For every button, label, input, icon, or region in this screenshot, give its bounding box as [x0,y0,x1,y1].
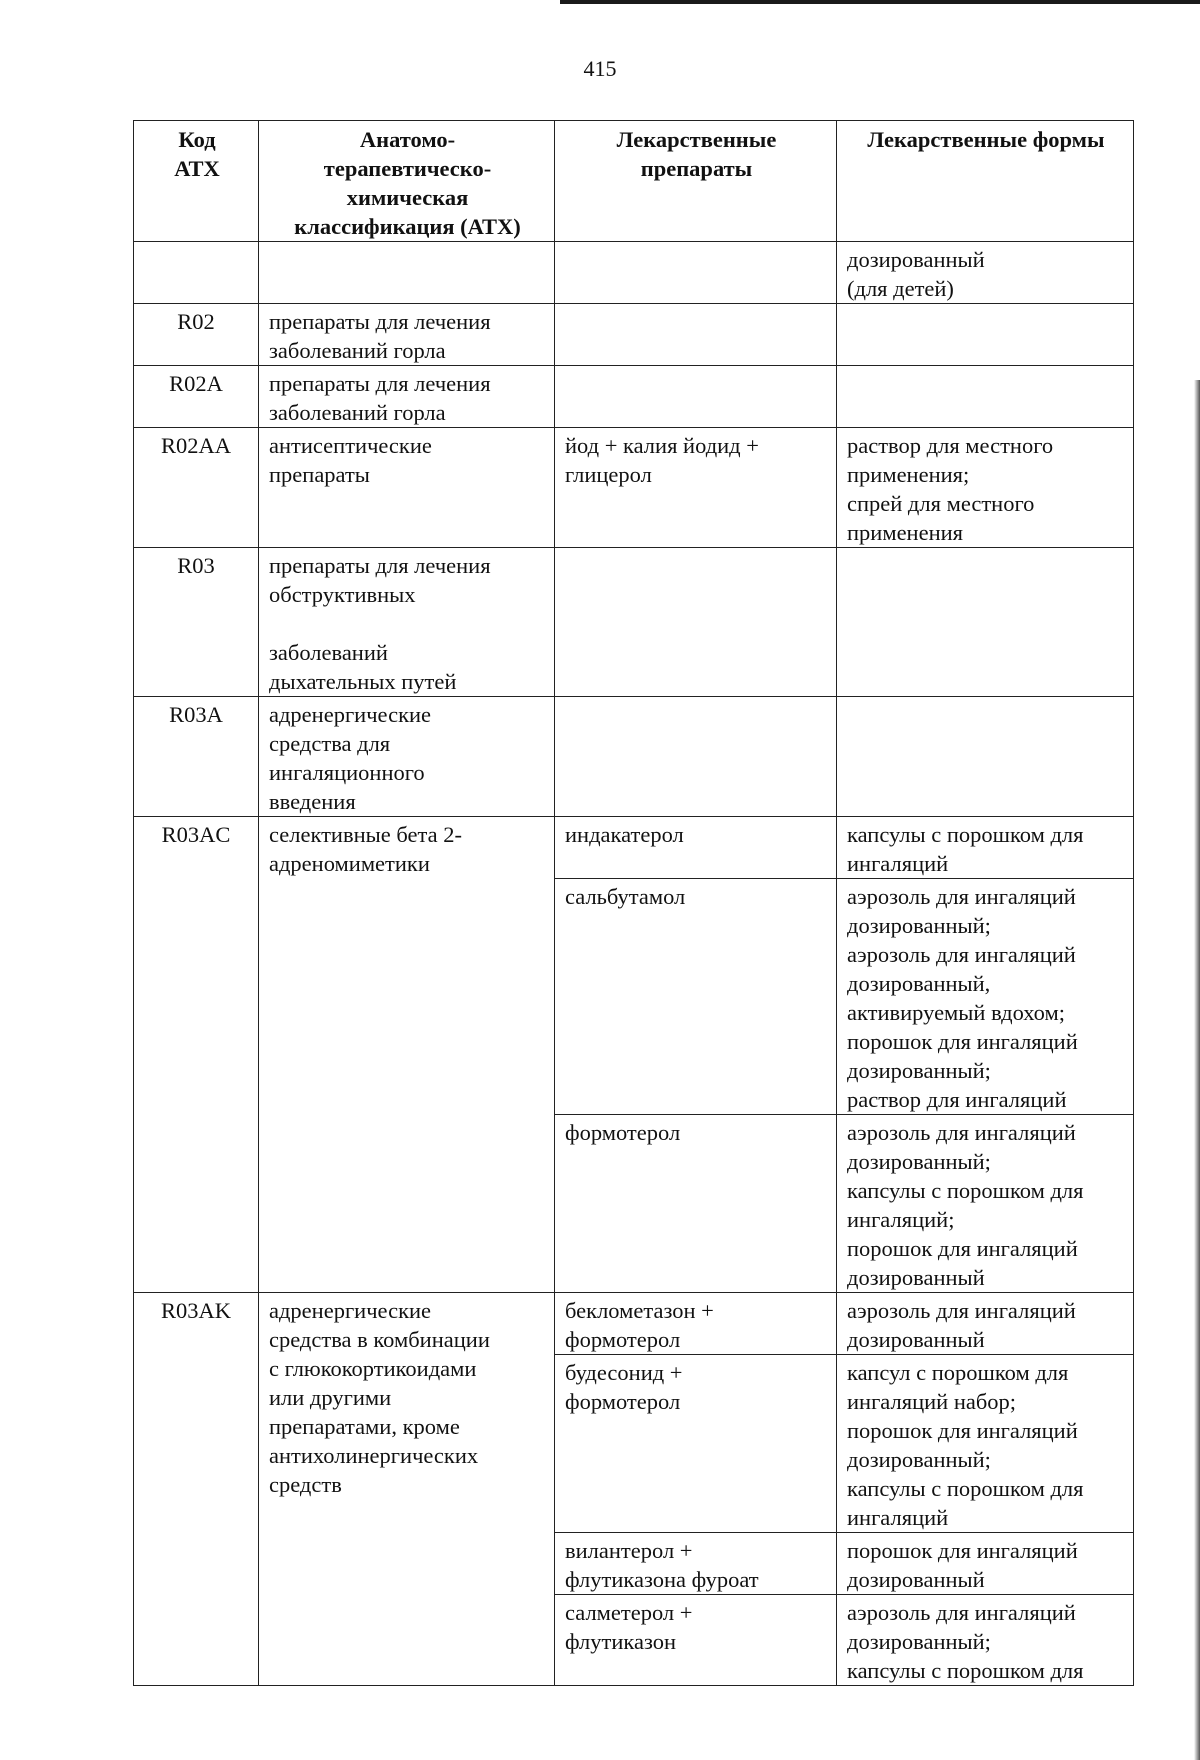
drug-name-cell [555,304,837,366]
dosage-form-cell [837,1293,1134,1355]
dosage-form-line: порошок для ингаляций [847,1029,1078,1054]
drug-name-line: формотерол [565,1389,681,1414]
drug-name-cell [555,242,837,304]
table-row [134,428,1134,548]
drug-name-cell [555,548,837,697]
dosage-form-line: ингаляций [847,1505,949,1530]
drug-name-line: йод + калия йодид + [565,433,759,458]
drug-name-line: сальбутамол [565,884,686,909]
atx-classification-cell [259,1293,555,1686]
dosage-form-line: капсулы с порошком для [847,1178,1084,1203]
drug-name-cell [555,1533,837,1595]
dosage-form-cell [837,817,1134,879]
dosage-form-cell [837,1115,1134,1293]
atx-classification-cell [259,304,555,366]
drug-name-line: формотерол [565,1120,681,1145]
table-row [134,817,1134,879]
classification-line: или другими [269,1385,392,1410]
drug-name-line: флутиказон [565,1629,676,1654]
header-atx-classification [259,121,555,242]
atx-classification-cell [259,817,555,1293]
dosage-form-line: порошок для ингаляций [847,1538,1078,1563]
dosage-form-line: аэрозоль для ингаляций [847,942,1076,967]
scan-right-edge [1194,380,1200,1760]
page-number: 415 [583,56,617,81]
dosage-form-line: дозированный; [847,1149,991,1174]
atx-code-cell [134,242,259,304]
drug-name-line: беклометазон + [565,1298,714,1323]
header-text-line: классификация (АТХ) [294,214,521,239]
dosage-form-line: спрей для местного [847,491,1035,516]
drug-name-line: будесонид + [565,1360,683,1385]
drug-name-cell [555,697,837,817]
classification-line: препараты для лечения [269,309,491,334]
dosage-form-line: дозированный [847,1265,985,1290]
drug-name-line: глицерол [565,462,652,487]
drug-name-line: салметерол + [565,1600,693,1625]
classification-line: препаратами, кроме [269,1414,460,1439]
atx-code-cell: R03 [134,548,259,697]
table-row [134,304,1134,366]
table-body [134,242,1134,1686]
dosage-form-line: ингаляций [847,851,949,876]
drug-name-line: индакатерол [565,822,684,847]
dosage-form-line: ингаляций набор; [847,1389,1017,1414]
classification-line: адренергические [269,1298,432,1323]
classification-line: обструктивных [269,582,416,607]
classification-line: средства в комбинации [269,1327,490,1352]
dosage-form-line: дозированный; [847,1447,991,1472]
dosage-form-cell [837,879,1134,1115]
classification-line: введения [269,789,356,814]
header-dosage-forms [837,121,1134,242]
dosage-form-cell [837,428,1134,548]
dosage-form-line: дозированный; [847,1629,991,1654]
dosage-form-line: дозированный [847,1327,985,1352]
classification-line: препараты для лечения [269,371,491,396]
atx-classification-cell [259,366,555,428]
classification-line: селективные бета 2- [269,822,462,847]
atx-classification-cell [259,242,555,304]
classification-line: ингаляционного [269,760,425,785]
drug-name-cell [555,428,837,548]
classification-line: антисептические [269,433,432,458]
drug-name-cell [555,1293,837,1355]
atx-table [133,120,1134,1686]
dosage-form-line: аэрозоль для ингаляций [847,1120,1076,1145]
classification-line: адренергические [269,702,432,727]
atx-code-cell: R03AK [134,1293,259,1686]
dosage-form-line: дозированный [847,1567,985,1592]
dosage-form-line: дозированный; [847,913,991,938]
dosage-form-line: дозированный [847,247,985,272]
dosage-form-line: активируемый вдохом; [847,1000,1065,1025]
header-text-line: химическая [346,185,469,210]
classification-line: препараты для лечения [269,553,491,578]
header-drugs [555,121,837,242]
dosage-form-cell [837,304,1134,366]
scan-top-border [560,0,1200,4]
header-text-line: терапевтическо- [323,156,492,181]
classification-line: антихолинергических [269,1443,479,1468]
atx-code-cell: R03A [134,697,259,817]
dosage-form-cell [837,548,1134,697]
dosage-form-cell [837,697,1134,817]
drug-name-cell [555,879,837,1115]
dosage-form-line: порошок для ингаляций [847,1418,1078,1443]
header-text-line: Лекарственные формы [867,127,1105,152]
header-text-line: Лекарственные [616,127,777,152]
table-row [134,242,1134,304]
table-row [134,697,1134,817]
header-text-line: препараты [640,156,753,181]
atx-code-cell: R03AC [134,817,259,1293]
dosage-form-cell [837,1355,1134,1533]
header-atx-code [134,121,259,242]
table-header-row [134,121,1134,242]
classification-line: дыхательных путей [269,669,457,694]
dosage-form-line: дозированный; [847,1058,991,1083]
classification-line: средств [269,1472,342,1497]
dosage-form-line: (для детей) [847,276,954,301]
drug-name-line: флутиказона фуроат [565,1567,759,1592]
atx-classification-cell [259,428,555,548]
header-text-line: Анатомо- [359,127,456,152]
dosage-form-line: аэрозоль для ингаляций [847,1600,1076,1625]
dosage-form-line: капсулы с порошком для [847,822,1084,847]
drug-name-line: формотерол [565,1327,681,1352]
classification-line: адреномиметики [269,851,430,876]
atx-classification-cell [259,548,555,697]
classification-line: заболеваний [269,640,388,665]
dosage-form-cell [837,366,1134,428]
classification-line: с глюкокортикоидами [269,1356,477,1381]
drug-name-cell [555,1115,837,1293]
atx-code-cell: R02 [134,304,259,366]
header-text-line: АТХ [174,156,220,181]
dosage-form-line: применения [847,520,964,545]
classification-line: средства для [269,731,391,756]
atx-classification-cell [259,697,555,817]
dosage-form-line: применения; [847,462,970,487]
atx-code-cell: R02AA [134,428,259,548]
drug-name-cell [555,366,837,428]
dosage-form-line: капсул с порошком для [847,1360,1069,1385]
drug-name-cell [555,1355,837,1533]
dosage-form-cell [837,1595,1134,1686]
dosage-form-cell [837,242,1134,304]
dosage-form-line: порошок для ингаляций [847,1236,1078,1261]
classification-line: препараты [269,462,370,487]
dosage-form-cell [837,1533,1134,1595]
dosage-form-line: дозированный, [847,971,991,996]
dosage-form-line: капсулы с порошком для [847,1658,1084,1683]
table-row [134,366,1134,428]
dosage-form-line: ингаляций; [847,1207,955,1232]
table-row [134,1293,1134,1355]
classification-line: заболеваний горла [269,338,446,363]
header-text-line: Код [178,127,216,152]
dosage-form-line: аэрозоль для ингаляций [847,1298,1076,1323]
dosage-form-line: капсулы с порошком для [847,1476,1084,1501]
classification-line: заболеваний горла [269,400,446,425]
atx-code-cell: R02A [134,366,259,428]
dosage-form-line: раствор для ингаляций [847,1087,1067,1112]
drug-name-line: вилантерол + [565,1538,693,1563]
dosage-form-line: аэрозоль для ингаляций [847,884,1076,909]
dosage-form-line: раствор для местного [847,433,1054,458]
drug-name-cell [555,817,837,879]
drug-name-cell [555,1595,837,1686]
table-row [134,548,1134,697]
blank-line [269,609,546,638]
